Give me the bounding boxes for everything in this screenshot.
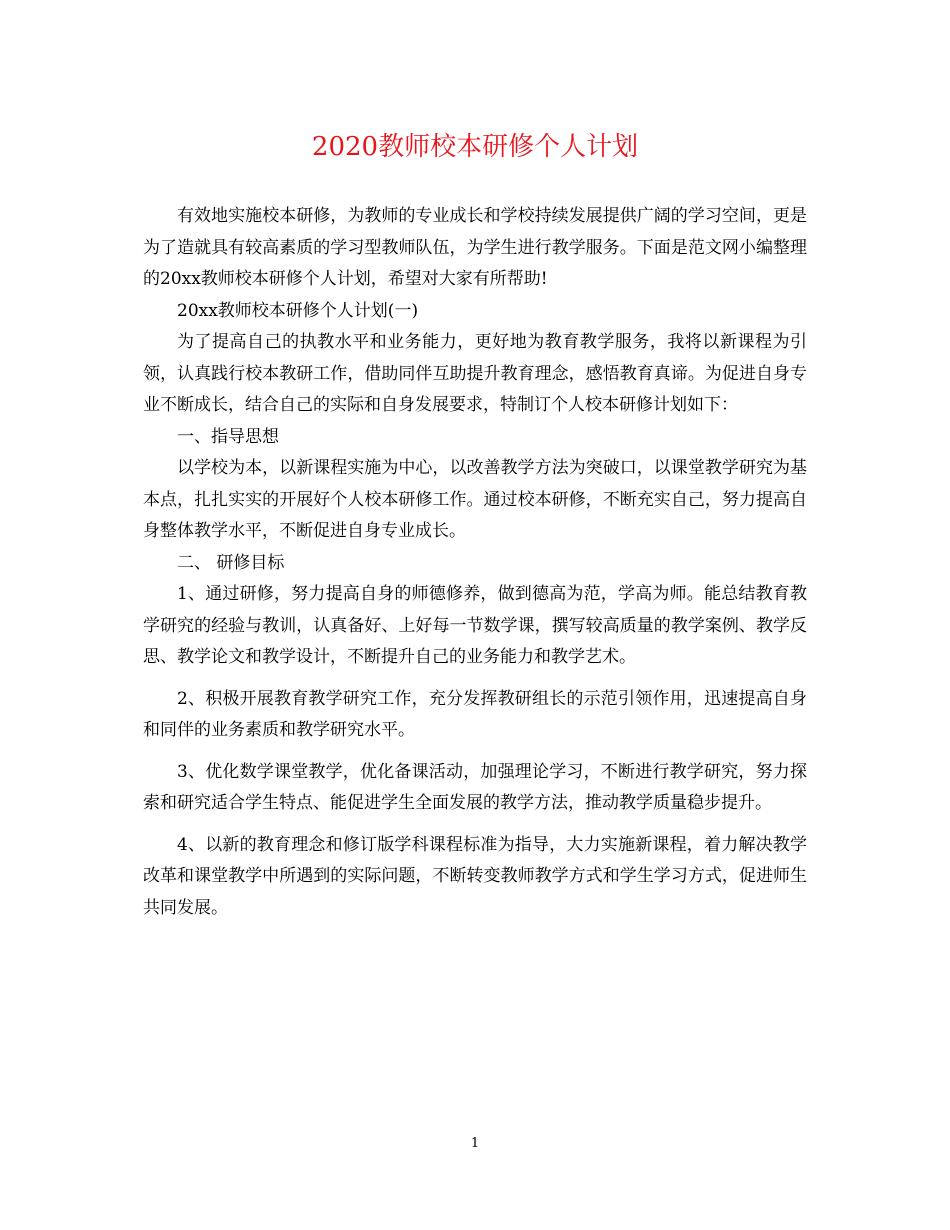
guiding-ideology-paragraph: 以学校为本，以新课程实施为中心，以改善教学方法为突破口，以课堂教学研究为基本点，扎扎实实的开展好个人校本研修工作。通过校本研修，不断充实自己，努力提高自身整体教学水平，不断促进自身专业成长。 (143, 458, 807, 541)
goal-item-1: 1、通过研修，努力提高自身的师德修养，做到德高为范，学高为师。能总结教育教学研究的经验与教训，认真备好、上好每一节数学课，撰写较高质量的教学案例、教学反思、教学论文和教学设计，不断提升自己的业务能力和教学艺术。 (143, 584, 807, 667)
goal-item-3: 3、优化数学课堂教学，优化备课活动，加强理论学习，不断进行教学研究，努力探索和研究适合学生特点、能促进学生全面发展的教学方法，推动教学质量稳步提升。 (143, 761, 807, 813)
intro-paragraph: 有效地实施校本研修，为教师的专业成长和学校持续发展提供广阔的学习空间，更是为了造就具有较高素质的学习型教师队伍，为学生进行教学服务。下面是范文网小编整理的20xx教师校本研修个人计划，希望对大家有所帮助! (143, 206, 807, 289)
document-body (143, 201, 807, 924)
plan-intro-paragraph: 为了提高自己的执教水平和业务能力，更好地为教育教学服务，我将以新课程为引领，认真践行校本教研工作，借助同伴互助提升教育理念，感悟教育真谛。为促进自身专业不断成长，结合自己的实际和自身发展要求，特制订个人校本研修计划如下： (143, 332, 807, 415)
section-heading-guiding-ideology: 一、指导思想 (177, 426, 279, 447)
goal-item-2: 2、积极开展教育教学研究工作，充分发挥教研组长的示范引领作用，迅速提高自身和同伴的业务素质和教学研究水平。 (143, 688, 807, 740)
goal-item-4: 4、以新的教育理念和修订版学科课程标准为指导，大力实施新课程，着力解决教学改革和课堂教学中所遇到的实际问题，不断转变教师教学方式和学生学习方式，促进师生共同发展。 (143, 834, 807, 918)
page-number: 1 (470, 1136, 480, 1151)
section-heading-goals: 二、 研修目标 (177, 552, 285, 573)
plan-heading: 20xx教师校本研修个人计划(一) (177, 300, 419, 321)
document-title: 2020教师校本研修个人计划 (311, 132, 639, 162)
